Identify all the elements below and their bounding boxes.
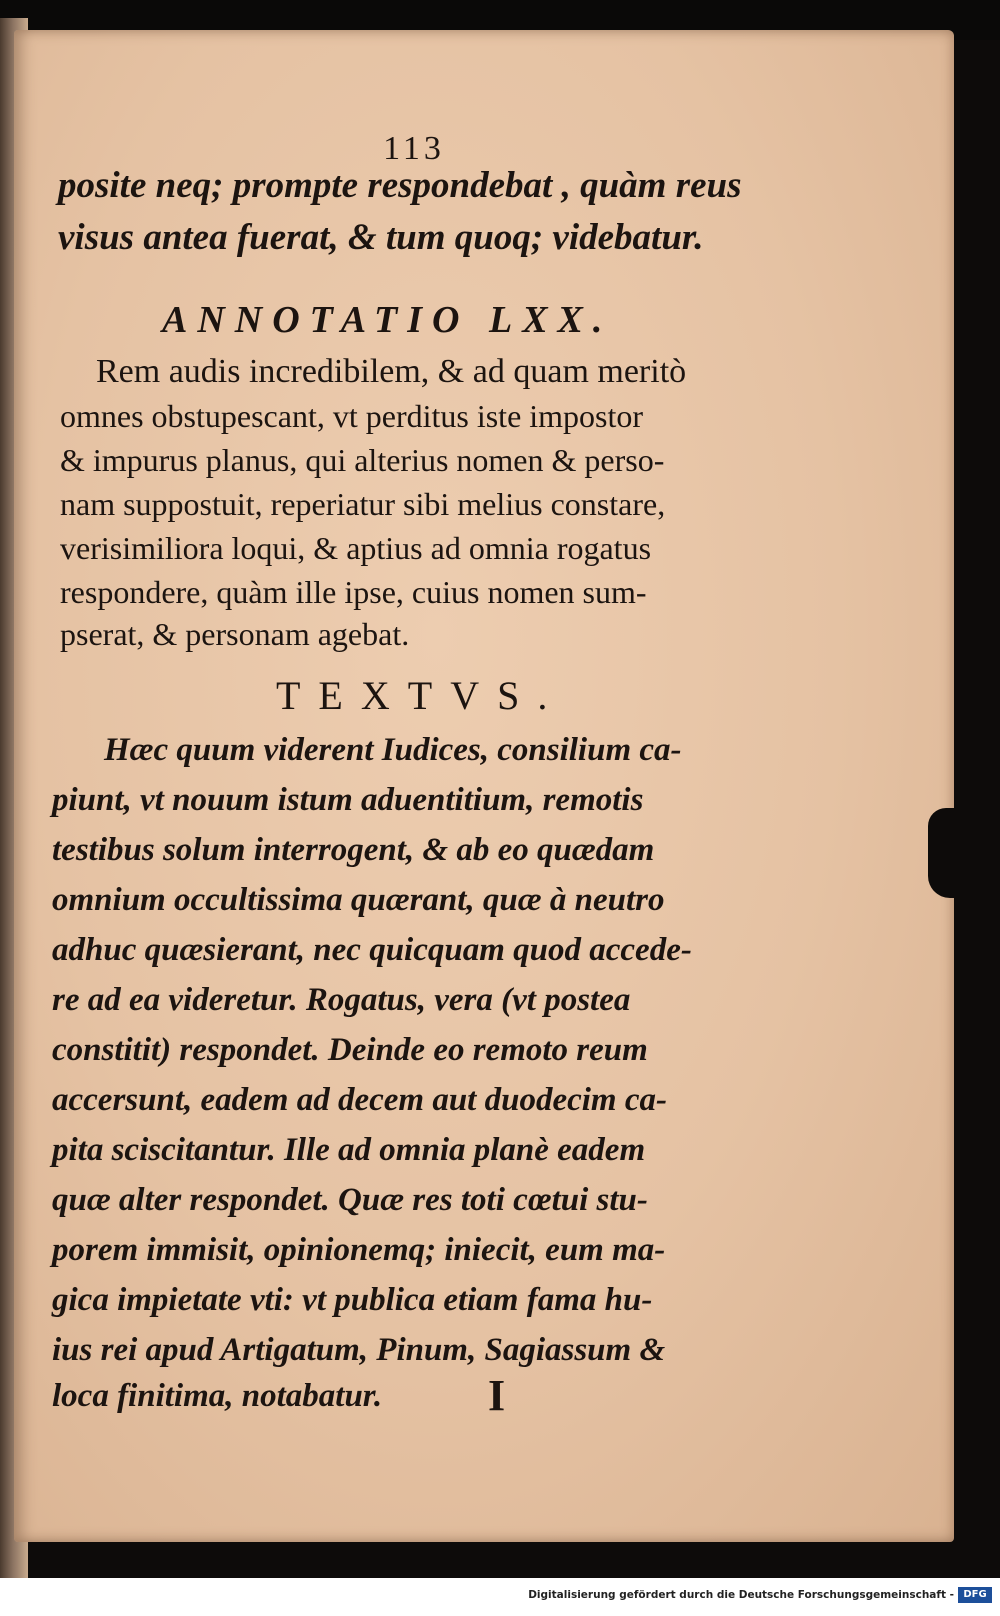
annotation-heading: ANNOTATIO LXX.: [162, 299, 613, 341]
textus-line-14: loca finitima, notabatur.: [52, 1378, 383, 1414]
annotation-line-2: omnes obstupescant, vt perditus iste impostor: [60, 398, 644, 434]
textus-line-12: gica impietate vti: vt publica etiam fama hu-: [52, 1282, 653, 1318]
dfg-logo: DFG: [958, 1587, 992, 1603]
annotation-line-1: Rem audis incredibilem, & ad quam meritò: [96, 353, 687, 390]
textus-line-2: piunt, vt nouum istum aduentitium, remotis: [52, 782, 644, 818]
textus-line-5: adhuc quæsierant, nec quicquam quod accede-: [52, 932, 692, 968]
digitization-footer: [0, 1578, 1000, 1616]
textus-line-6: re ad ea videretur. Rogatus, vera (vt postea: [52, 982, 631, 1018]
textus-line-8: accersunt, eadem ad decem aut duodecim ca-: [52, 1082, 667, 1118]
textus-line-11: porem immisit, opinionemq; iniecit, eum ma-: [52, 1232, 666, 1268]
textus-line-4: omnium occultissima quærant, quæ à neutro: [52, 882, 665, 918]
textus-line-13: ius rei apud Artigatum, Pinum, Sagiassum &: [52, 1332, 666, 1368]
annotation-line-7: pserat, & personam agebat.: [60, 616, 410, 652]
book-page: [14, 30, 954, 1542]
footer-credit-text: Digitalisierung gefördert durch die Deutsche Forschungsgemeinschaft -: [528, 1589, 954, 1601]
page-damage-notch: [928, 808, 968, 898]
textus-line-10: quæ alter respondet. Quæ res toti cœtui stu-: [52, 1182, 648, 1218]
annotation-line-5: verisimiliora loqui, & aptius ad omnia rogatus: [60, 530, 652, 566]
signature-mark: I: [488, 1371, 506, 1420]
textus-line-7: constitit) respondet. Deinde eo remoto reum: [52, 1032, 648, 1068]
annotation-line-6: respondere, quàm ille ipse, cuius nomen sum-: [60, 574, 647, 610]
intro-line-2: visus antea fuerat, & tum quoq; videbatur.: [58, 217, 704, 258]
annotation-line-3: & impurus planus, qui alterius nomen & perso-: [60, 442, 665, 478]
textus-line-3: testibus solum interrogent, & ab eo quædam: [52, 832, 655, 868]
page-number: 113: [383, 130, 445, 167]
textus-heading: TEXTVS.: [276, 673, 566, 718]
textus-line-9: pita sciscitantur. Ille ad omnia planè eadem: [52, 1132, 646, 1168]
intro-line-1: posite neq; prompte respondebat , quàm reus: [58, 165, 742, 206]
annotation-line-4: nam suppostuit, reperiatur sibi melius constare,: [60, 486, 666, 522]
textus-line-1: Hæc quum viderent Iudices, consilium ca-: [104, 732, 682, 768]
